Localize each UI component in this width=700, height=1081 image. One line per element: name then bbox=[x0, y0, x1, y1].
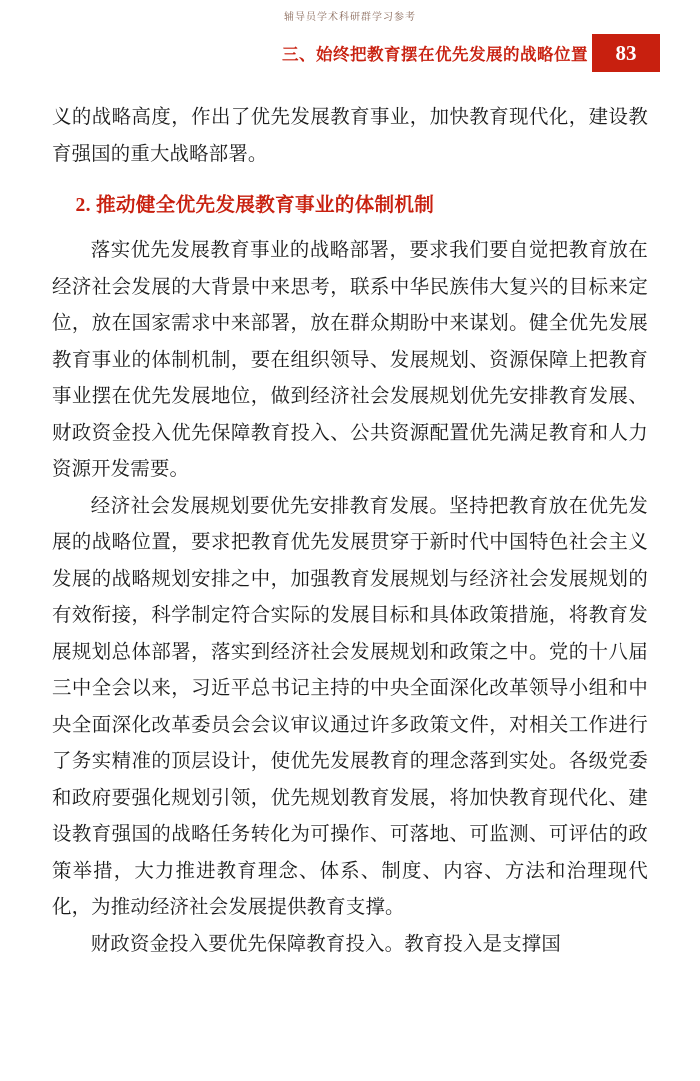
watermark-text: 辅导员学术科研群学习参考 bbox=[284, 12, 416, 23]
paragraph: 财政资金投入要优先保障教育投入。教育投入是支撑国 bbox=[90, 933, 561, 955]
page-number-badge: 83 bbox=[592, 34, 660, 72]
section-subheading: 2. 推动健全优先发展教育事业的体制机制 bbox=[75, 195, 435, 216]
paragraph-continuation: 义的战略高度，作出了优先发展教育事业，加快教育现代化，建设教育强国的重大战略部署。 bbox=[52, 107, 648, 165]
paragraph: 经济社会发展规划要优先安排教育发展。坚持把教育放在优先发展的战略位置，要求把教育优先发展贯穿于新时代中国特色社会主义发展的战略规划安排之中，加强教育发展规划与经济社会发展规划的有效衔接，科学制定符合实际的发展目标和具体政策措施，将教育发展规划总体部署，落实到经济社会发展规划和政策之中。党的十八届三中全会以来，习近平总书记主持的中央全面深化改革领导小组和中央全面深化改革委员会会议审议通过许多政策文件，对相关工作进行了务实精准的顶层设计，使优先发展教育的理念落到实处。各级党委和政府要强化规划引领，优先规划教育发展，将加快教育现代化、建设教育强国的战略任务转化为可操作、可落地、可监测、可评估的政策举措，大力推进教育理念、体系、制度、内容、方法和治理现代化，为推动经济社会发展提供教育支撑。 bbox=[52, 495, 648, 918]
chapter-title: 三、始终把教育摆在优先发展的战略位置 bbox=[282, 45, 588, 64]
page-header bbox=[0, 38, 700, 68]
page-body bbox=[52, 100, 648, 963]
paragraph: 落实优先发展教育事业的战略部署，要求我们要自觉把教育放在经济社会发展的大背景中来思考，联系中华民族伟大复兴的目标来定位，放在国家需求中来部署，放在群众期盼中来谋划。健全优先发展教育事业的体制机制，要在组织领导、发展规划、资源保障上把教育事业摆在优先发展地位，做到经济社会发展规划优先安排教育发展、财政资金投入优先保障教育投入、公共资源配置优先满足教育和人力资源开发需要。 bbox=[52, 240, 648, 480]
